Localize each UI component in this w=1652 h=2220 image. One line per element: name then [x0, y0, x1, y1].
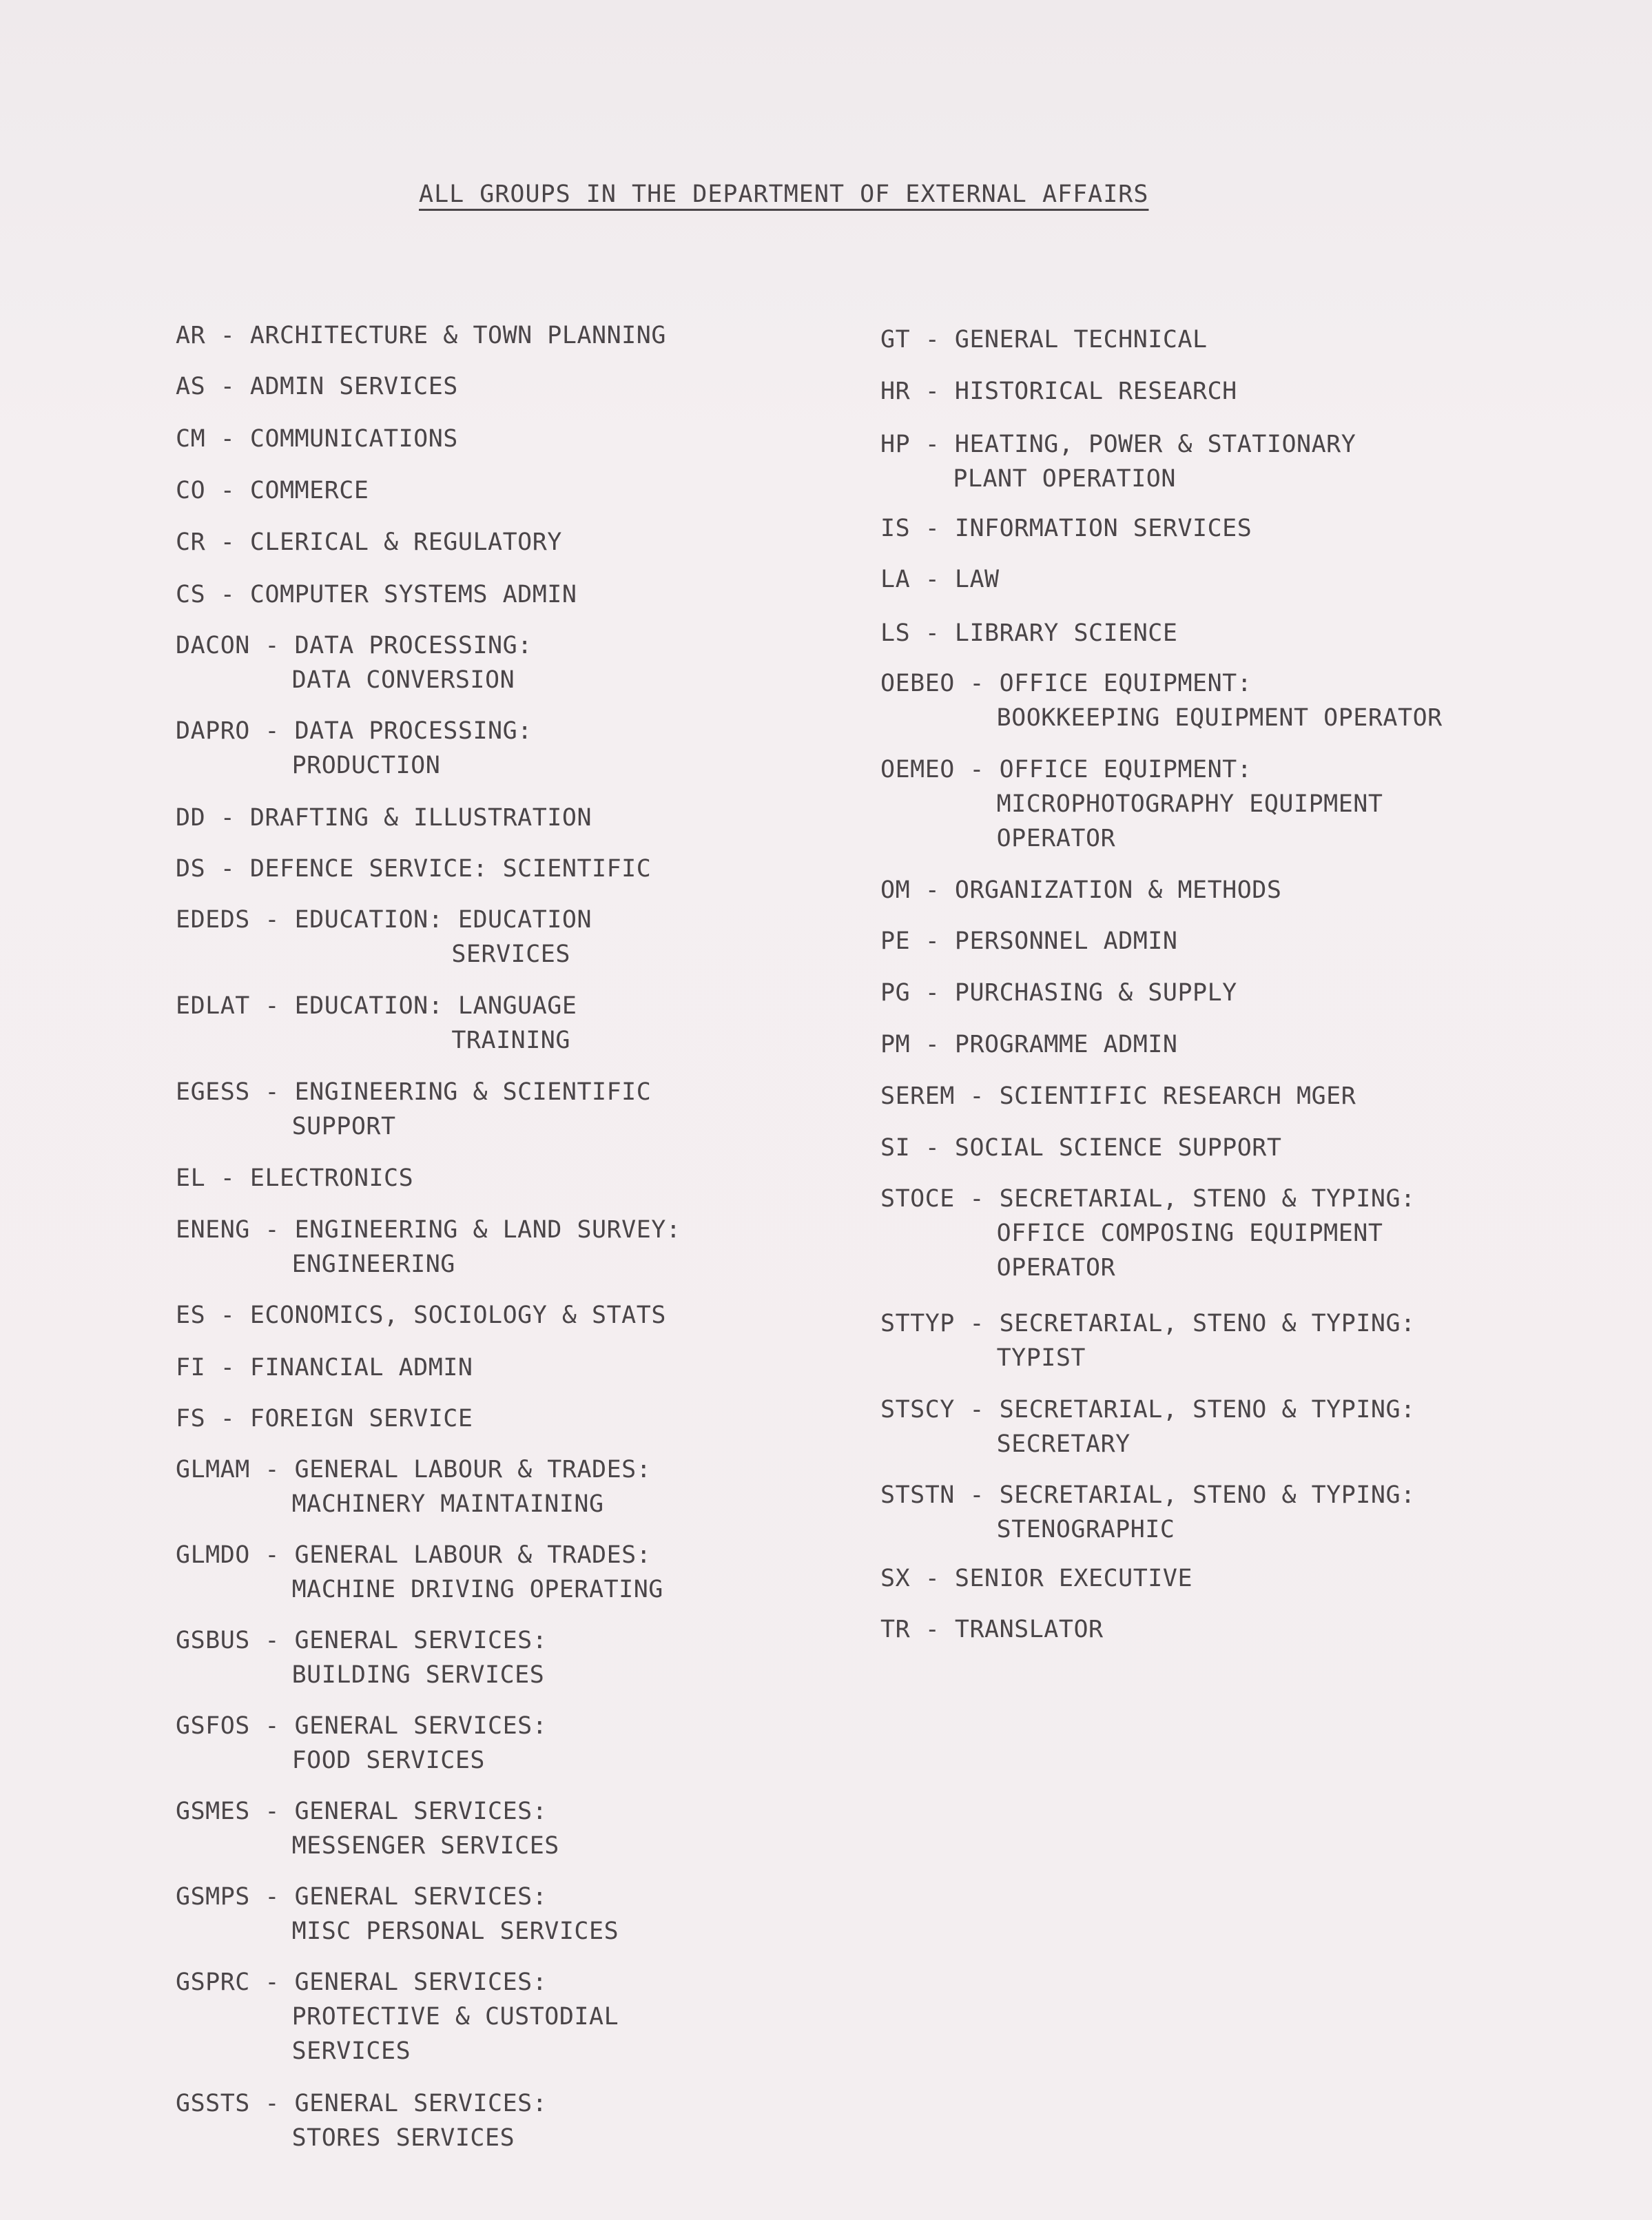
group-code: OEBEO [880, 670, 955, 697]
group-entry-pm: PM - PROGRAMME ADMIN [880, 1031, 1178, 1058]
group-description-continued: TRAINING [451, 1027, 570, 1054]
group-entry-serem: SEREM - SCIENTIFIC RESEARCH MGER [880, 1082, 1356, 1110]
group-description: HISTORICAL RESEARCH [954, 378, 1237, 405]
group-entry-gsprc: GSPRC - GENERAL SERVICES: PROTECTIVE & CUSTODIAL SERVICES [176, 1965, 619, 2068]
group-description-continued: MICROPHOTOGRAPHY EQUIPMENT [996, 790, 1383, 818]
group-description-continued: BOOKKEEPING EQUIPMENT OPERATOR [996, 704, 1443, 732]
group-entry-oemeo: OEMEO - OFFICE EQUIPMENT: MICROPHOTOGRAPHY EQUIPMENT OPERATOR [880, 752, 1383, 856]
group-code: CR [176, 528, 206, 556]
group-code: DS [176, 855, 206, 883]
group-entry-pe: PE - PERSONNEL ADMIN [880, 927, 1178, 955]
group-code: FS [176, 1405, 206, 1432]
group-entry-stoce: STOCE - SECRETARIAL, STENO & TYPING: OFFICE COMPOSING EQUIPMENT OPERATOR [880, 1182, 1416, 1285]
group-entry-co: CO - COMMERCE [176, 477, 369, 504]
group-code: STOCE [880, 1185, 955, 1213]
group-description: GENERAL TECHNICAL [954, 326, 1208, 353]
group-code: ES [176, 1302, 206, 1329]
group-code: CS [176, 581, 206, 608]
group-code: PM [880, 1031, 911, 1058]
group-description-continued: STENOGRAPHIC [996, 1516, 1175, 1543]
group-entry-gsbus: GSBUS - GENERAL SERVICES: BUILDING SERVICES [176, 1623, 547, 1692]
group-entry-gsmps: GSMPS - GENERAL SERVICES: MISC PERSONAL SERVICES [176, 1880, 619, 1949]
group-entry-oebeo: OEBEO - OFFICE EQUIPMENT: BOOKKEEPING EQUIPMENT OPERATOR [880, 666, 1443, 735]
group-code: DACON [176, 632, 250, 659]
group-code: EDLAT [176, 992, 250, 1020]
group-code: STTYP [880, 1310, 955, 1337]
group-entry-el: EL - ELECTRONICS [176, 1164, 414, 1192]
group-description-continued: SERVICES [291, 2037, 411, 2065]
group-description: TRANSLATOR [954, 1616, 1104, 1643]
page-title: ALL GROUPS IN THE DEPARTMENT OF EXTERNAL AFFAIRS [419, 181, 1149, 208]
group-description: SECRETARIAL, STENO & TYPING: [999, 1481, 1416, 1509]
group-entry-fi: FI - FINANCIAL ADMIN [176, 1354, 473, 1381]
group-description-continued: TYPIST [996, 1344, 1086, 1372]
group-description: COMMERCE [249, 477, 369, 504]
group-description: FOREIGN SERVICE [249, 1405, 473, 1432]
group-description-continued: OPERATOR [996, 825, 1116, 852]
group-code: SEREM [880, 1082, 955, 1110]
group-code: AS [176, 373, 206, 400]
group-entry-gsfos: GSFOS - GENERAL SERVICES: FOOD SERVICES [176, 1709, 547, 1778]
group-entry-edlat: EDLAT - EDUCATION: LANGUAGE TRAINING [176, 989, 577, 1058]
group-code: OEMEO [880, 756, 955, 783]
group-description: DATA PROCESSING: [294, 717, 533, 745]
group-description: INFORMATION SERVICES [954, 515, 1252, 542]
group-description: COMMUNICATIONS [249, 425, 458, 453]
group-description: GENERAL LABOUR & TRADES: [294, 1541, 652, 1569]
group-description: SCIENTIFIC RESEARCH MGER [999, 1082, 1356, 1110]
group-code: CO [176, 477, 206, 504]
group-entry-is: IS - INFORMATION SERVICES [880, 515, 1252, 542]
group-description-continued: PLANT OPERATION [953, 465, 1176, 493]
group-entry-gssts: GSSTS - GENERAL SERVICES: STORES SERVICES [176, 2086, 547, 2155]
group-code: GLMDO [176, 1541, 250, 1569]
group-description-continued: MESSENGER SERVICES [291, 1832, 559, 1860]
group-description-continued: BUILDING SERVICES [291, 1661, 545, 1689]
group-description-continued: PRODUCTION [291, 752, 441, 779]
group-description: DEFENCE SERVICE: SCIENTIFIC [249, 855, 652, 883]
group-code: GSBUS [176, 1627, 250, 1654]
group-code: GSSTS [176, 2090, 250, 2117]
group-entry-ededs: EDEDS - EDUCATION: EDUCATION SERVICES [176, 903, 592, 972]
group-entry-eneng: ENENG - ENGINEERING & LAND SURVEY: ENGINEERING [176, 1213, 681, 1282]
group-description-continued: PROTECTIVE & CUSTODIAL [291, 2003, 619, 2031]
group-code: GSFOS [176, 1712, 250, 1740]
group-entry-es: ES - ECONOMICS, SOCIOLOGY & STATS [176, 1302, 666, 1329]
group-description: SOCIAL SCIENCE SUPPORT [954, 1134, 1282, 1162]
group-code: PE [880, 927, 911, 955]
group-description: ENGINEERING & SCIENTIFIC [294, 1078, 652, 1106]
group-code: TR [880, 1616, 911, 1643]
group-description: LIBRARY SCIENCE [954, 619, 1178, 647]
group-entry-ls: LS - LIBRARY SCIENCE [880, 619, 1178, 647]
group-entry-as: AS - ADMIN SERVICES [176, 373, 458, 400]
group-entry-ar: AR - ARCHITECTURE & TOWN PLANNING [176, 322, 666, 349]
group-description: GENERAL SERVICES: [294, 1798, 548, 1825]
group-description: OFFICE EQUIPMENT: [999, 670, 1252, 697]
group-entry-hr: HR - HISTORICAL RESEARCH [880, 378, 1237, 405]
group-code: OM [880, 876, 911, 904]
group-entry-glmam: GLMAM - GENERAL LABOUR & TRADES: MACHINERY MAINTAINING [176, 1452, 651, 1521]
group-code: DAPRO [176, 717, 250, 745]
group-description-continued: FOOD SERVICES [291, 1747, 485, 1774]
group-code: ENENG [176, 1216, 250, 1244]
group-code: IS [880, 515, 911, 542]
group-code: EGESS [176, 1078, 250, 1106]
group-entry-fs: FS - FOREIGN SERVICE [176, 1405, 473, 1432]
group-description: ARCHITECTURE & TOWN PLANNING [249, 322, 666, 349]
group-description: SECRETARIAL, STENO & TYPING: [999, 1396, 1416, 1424]
group-code: FI [176, 1354, 206, 1381]
group-description: GENERAL SERVICES: [294, 2090, 548, 2117]
group-description: EDUCATION: LANGUAGE [294, 992, 577, 1020]
group-description: PROGRAMME ADMIN [954, 1031, 1178, 1058]
group-description: SECRETARIAL, STENO & TYPING: [999, 1185, 1416, 1213]
group-description: ELECTRONICS [249, 1164, 414, 1192]
group-entry-dapro: DAPRO - DATA PROCESSING: PRODUCTION [176, 714, 533, 783]
group-description-continued: OPERATOR [996, 1254, 1116, 1282]
group-description-continued: STORES SERVICES [291, 2124, 515, 2152]
group-entry-om: OM - ORGANIZATION & METHODS [880, 876, 1282, 904]
group-description-continued: MISC PERSONAL SERVICES [291, 1918, 619, 1945]
group-code: LS [880, 619, 911, 647]
group-entry-cs: CS - COMPUTER SYSTEMS ADMIN [176, 581, 577, 608]
group-description: EDUCATION: EDUCATION [294, 906, 592, 934]
group-description: LAW [954, 566, 1000, 593]
group-code: GLMAM [176, 1456, 250, 1483]
group-code: EL [176, 1164, 206, 1192]
group-description: GENERAL SERVICES: [294, 1627, 548, 1654]
group-code: SI [880, 1134, 911, 1162]
group-code: SX [880, 1565, 911, 1592]
group-entry-cr: CR - CLERICAL & REGULATORY [176, 528, 562, 556]
group-description: FINANCIAL ADMIN [249, 1354, 473, 1381]
group-code: GT [880, 326, 911, 353]
group-description-continued: ENGINEERING [291, 1251, 455, 1278]
group-code: CM [176, 425, 206, 453]
group-description: DATA PROCESSING: [294, 632, 533, 659]
group-description-continued: SERVICES [451, 941, 570, 968]
group-entry-ds: DS - DEFENCE SERVICE: SCIENTIFIC [176, 855, 652, 883]
group-description: SENIOR EXECUTIVE [954, 1565, 1193, 1592]
group-entry-tr: TR - TRANSLATOR [880, 1616, 1104, 1643]
group-description: GENERAL SERVICES: [294, 1883, 548, 1911]
group-code: HR [880, 378, 911, 405]
group-entry-cm: CM - COMMUNICATIONS [176, 425, 458, 453]
group-entry-stscy: STSCY - SECRETARIAL, STENO & TYPING: SECRETARY [880, 1392, 1416, 1461]
group-description-continued: OFFICE COMPOSING EQUIPMENT [996, 1220, 1383, 1247]
group-description: CLERICAL & REGULATORY [249, 528, 562, 556]
group-code: STSCY [880, 1396, 955, 1424]
group-entry-la: LA - LAW [880, 566, 1000, 593]
group-description-continued: SECRETARY [996, 1430, 1130, 1458]
group-description-continued: DATA CONVERSION [291, 666, 515, 694]
group-description: COMPUTER SYSTEMS ADMIN [249, 581, 577, 608]
group-description: HEATING, POWER & STATIONARY [954, 431, 1356, 458]
group-description: ECONOMICS, SOCIOLOGY & STATS [249, 1302, 666, 1329]
group-entry-egess: EGESS - ENGINEERING & SCIENTIFIC SUPPORT [176, 1075, 651, 1144]
group-description: GENERAL SERVICES: [294, 1969, 548, 1996]
group-description-continued: SUPPORT [291, 1113, 396, 1140]
group-entry-dd: DD - DRAFTING & ILLUSTRATION [176, 804, 592, 832]
group-description: PERSONNEL ADMIN [954, 927, 1178, 955]
group-entry-gsmes: GSMES - GENERAL SERVICES: MESSENGER SERVICES [176, 1794, 559, 1863]
group-code: GSMES [176, 1798, 250, 1825]
group-entry-sttyp: STTYP - SECRETARIAL, STENO & TYPING: TYPIST [880, 1306, 1416, 1375]
group-entry-sx: SX - SENIOR EXECUTIVE [880, 1565, 1193, 1592]
group-description-continued: MACHINE DRIVING OPERATING [291, 1576, 663, 1603]
group-description-continued: MACHINERY MAINTAINING [291, 1490, 604, 1518]
group-entry-si: SI - SOCIAL SCIENCE SUPPORT [880, 1134, 1282, 1162]
group-description: SECRETARIAL, STENO & TYPING: [999, 1310, 1416, 1337]
group-entry-pg: PG - PURCHASING & SUPPLY [880, 979, 1237, 1007]
group-description: ENGINEERING & LAND SURVEY: [294, 1216, 681, 1244]
group-entry-hp: HP - HEATING, POWER & STATIONARY PLANT OPERATION [880, 427, 1356, 496]
group-code: DD [176, 804, 206, 832]
group-code: STSTN [880, 1481, 955, 1509]
group-description: GENERAL LABOUR & TRADES: [294, 1456, 652, 1483]
group-description: GENERAL SERVICES: [294, 1712, 548, 1740]
group-entry-ststn: STSTN - SECRETARIAL, STENO & TYPING: STENOGRAPHIC [880, 1478, 1416, 1547]
group-code: HP [880, 431, 911, 458]
group-entry-glmdo: GLMDO - GENERAL LABOUR & TRADES: MACHINE DRIVING OPERATING [176, 1538, 663, 1607]
group-code: LA [880, 566, 911, 593]
group-description: ADMIN SERVICES [249, 373, 458, 400]
group-entry-gt: GT - GENERAL TECHNICAL [880, 326, 1208, 353]
group-code: EDEDS [176, 906, 250, 934]
group-description: DRAFTING & ILLUSTRATION [249, 804, 592, 832]
group-code: AR [176, 322, 206, 349]
group-description: ORGANIZATION & METHODS [954, 876, 1282, 904]
group-entry-dacon: DACON - DATA PROCESSING: DATA CONVERSION [176, 628, 533, 697]
group-description: OFFICE EQUIPMENT: [999, 756, 1252, 783]
group-code: GSMPS [176, 1883, 250, 1911]
group-code: GSPRC [176, 1969, 250, 1996]
group-description: PURCHASING & SUPPLY [954, 979, 1237, 1007]
group-code: PG [880, 979, 911, 1007]
